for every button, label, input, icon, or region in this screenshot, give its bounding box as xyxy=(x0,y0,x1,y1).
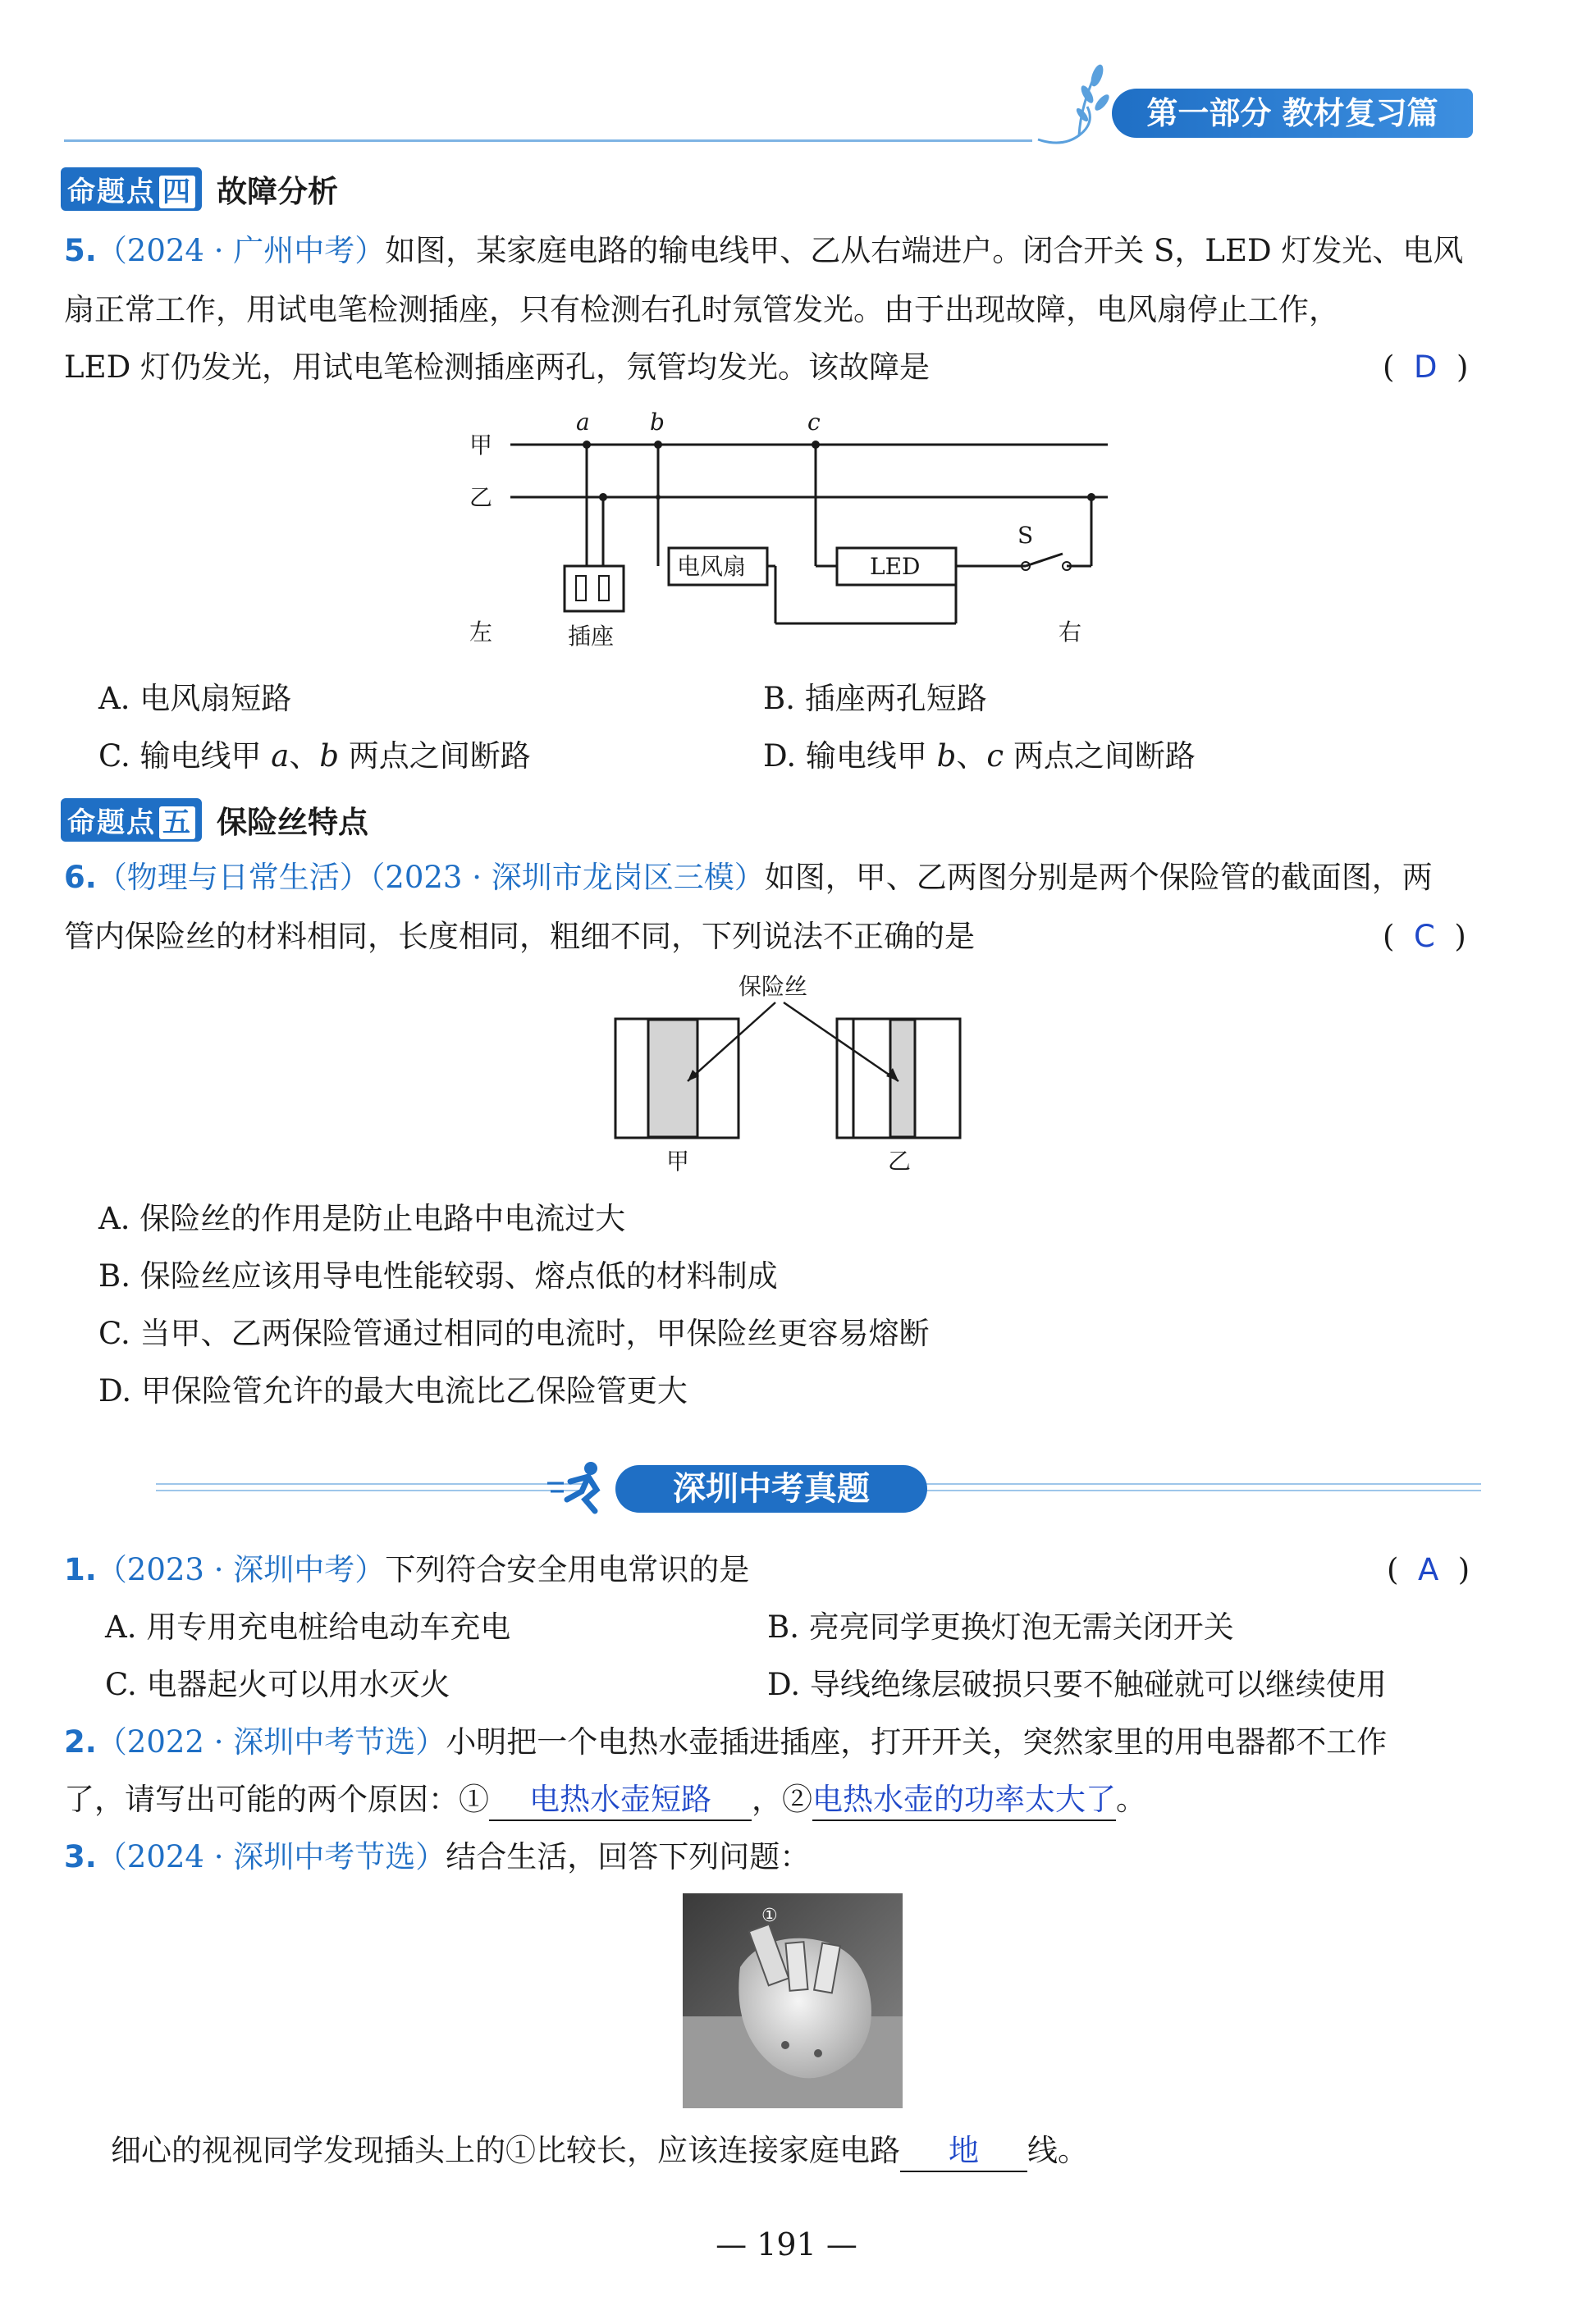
topic-heading-5 xyxy=(61,799,368,840)
q6-option-b: B. 保险丝应该用导电性能较弱、熔点低的材料制成 xyxy=(98,1258,778,1294)
r2-line1: 2.（2022 · 深圳中考节选）小明把一个电热水壶插进插座，打开开关，突然家里的用电器都不工作 xyxy=(64,1724,1388,1760)
q5-answer: D xyxy=(1413,349,1438,385)
q6-answer: C xyxy=(1413,919,1435,954)
switch-label: S xyxy=(1017,522,1034,549)
q5-option-b: B. 插座两孔短路 xyxy=(763,681,987,716)
right-label: 右 xyxy=(1059,619,1082,646)
r1-option-c: C. 电器起火可以用水灭火 xyxy=(105,1667,450,1702)
r1-answer-paren: ( A ) xyxy=(1387,1552,1470,1587)
runner-icon xyxy=(546,1459,620,1516)
section-label: 第一部分 教材复习篇 xyxy=(1112,89,1473,138)
q5-line3: LED 灯仍发光，用试电笔检测插座两孔，氖管均发光。该故障是 xyxy=(64,349,931,385)
question-number: 2. xyxy=(64,1724,97,1760)
question-source: （2023 · 深圳中考） xyxy=(96,1552,386,1587)
question-number: 5. xyxy=(64,233,97,268)
q6-option-d: D. 甲保险管允许的最大电流比乙保险管更大 xyxy=(98,1373,688,1409)
banner-rule-left xyxy=(156,1483,583,1491)
r2-line2: 了，请写出可能的两个原因：① 电热水壶短路 ，②电热水壶的功率太大了。 xyxy=(64,1780,1146,1821)
q6-line2: 管内保险丝的材料相同，长度相同，粗细不同，下列说法不正确的是 xyxy=(64,919,975,954)
r1-option-b: B. 亮亮同学更换灯泡无需关闭开关 xyxy=(767,1609,1234,1645)
q6-option-a: A. 保险丝的作用是防止电路中电流过大 xyxy=(98,1201,626,1236)
r1-line: 1.（2023 · 深圳中考）下列符合安全用电常识的是 xyxy=(64,1552,750,1587)
point-b-label: b xyxy=(650,409,665,436)
question-number: 6. xyxy=(64,860,97,895)
q5-line2: 扇正常工作，用试电笔检测插座，只有检测右孔时氖管发光。由于出现故障，电风扇停止工作， xyxy=(64,292,1339,327)
topic-title: 保险丝特点 xyxy=(217,805,368,840)
wire-jia-label: 甲 xyxy=(469,431,493,459)
q6-option-c: C. 当甲、乙两保险管通过相同的电流时，甲保险丝更容易熔断 xyxy=(98,1316,930,1351)
q5-option-a: A. 电风扇短路 xyxy=(98,681,292,716)
page-number: — 191 — xyxy=(716,2226,857,2262)
question-source: （2024 · 广州中考） xyxy=(96,233,386,268)
socket-label: 插座 xyxy=(568,623,615,650)
r1-option-a: A. 用专用充电桩给电动车充电 xyxy=(105,1609,511,1645)
topic-title: 故障分析 xyxy=(217,174,338,209)
r1-answer: A xyxy=(1417,1552,1439,1587)
question-number: 3. xyxy=(64,1839,97,1874)
left-label: 左 xyxy=(469,619,493,646)
question-source: （2022 · 深圳中考节选） xyxy=(96,1724,446,1760)
q6-line1: 6.（物理与日常生活）（2023 · 深圳市龙岗区三模）如图，甲、乙两图分别是两个保险管的截面图，两 xyxy=(64,860,1433,895)
q5-answer-paren: ( D ) xyxy=(1383,349,1469,385)
q6-answer-paren: ( C ) xyxy=(1383,919,1466,954)
topic-heading-4 xyxy=(61,168,338,209)
fuse-jia-label: 甲 xyxy=(666,1148,690,1175)
led-label: LED xyxy=(870,553,921,580)
r1-option-d: D. 导线绝缘层破损只要不触碰就可以继续使用 xyxy=(767,1667,1387,1702)
q5-line1: 5.（2024 · 广州中考）如图，某家庭电路的输电线甲、乙从右端进户。闭合开关 S，LED 灯发光、电风 xyxy=(64,233,1464,268)
topic-tag: 命题点 五 xyxy=(61,798,202,842)
fan-label: 电风扇 xyxy=(677,553,747,580)
plug-photo xyxy=(683,1893,903,2108)
header-rule xyxy=(64,139,1032,142)
r2-blank-2: 电热水壶的功率太大了 xyxy=(812,1780,1116,1821)
q5-option-c: C. 输电线甲 a、b 两点之间断路 xyxy=(98,738,531,774)
q5-circuit-diagram xyxy=(460,402,1132,673)
question-source: （2024 · 深圳中考节选） xyxy=(96,1839,446,1874)
r2-blank-1: 电热水壶短路 xyxy=(489,1780,752,1821)
fuse-yi-label: 乙 xyxy=(888,1148,912,1175)
point-a-label: a xyxy=(576,409,590,436)
q6-fuse-diagram xyxy=(607,968,985,1189)
banner-rule-right xyxy=(923,1483,1481,1491)
point-c-label: c xyxy=(807,409,821,436)
fuse-label: 保险丝 xyxy=(738,973,808,1000)
r3-line: 3.（2024 · 深圳中考节选）结合生活，回答下列问题： xyxy=(64,1839,811,1874)
banner-title: 深圳中考真题 xyxy=(615,1465,927,1513)
wire-yi-label: 乙 xyxy=(469,484,493,511)
plug-photo-mark: ① xyxy=(761,1906,778,1926)
r3-blank: 地 xyxy=(900,2131,1027,2172)
question-source: （物理与日常生活）（2023 · 深圳市龙岗区三模） xyxy=(96,860,765,895)
question-number: 1. xyxy=(64,1552,97,1587)
r3-subquestion: 细心的视视同学发现插头上的①比较长，应该连接家庭电路 地 线。 xyxy=(111,2131,1088,2172)
q5-option-d: D. 输电线甲 b、c 两点之间断路 xyxy=(763,738,1196,774)
topic-tag: 命题点 四 xyxy=(61,167,202,211)
